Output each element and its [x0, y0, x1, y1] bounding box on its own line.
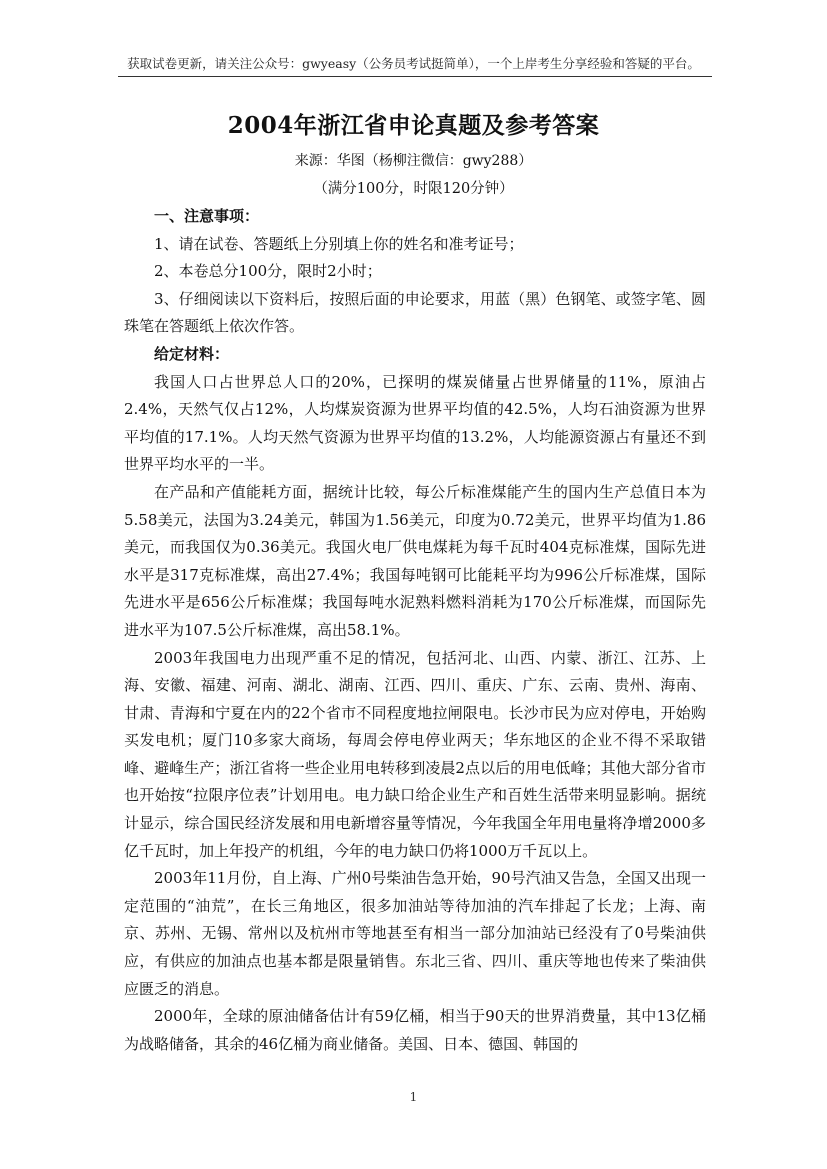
material-paragraph: 2003年11月份，自上海、广州0号柴油告急开始，90号汽油又告急，全国又出现一定范围的“油荒”，在长三角地区，很多加油站等待加油的汽车排起了长龙；上海、南京、苏州、无锡、常州以及杭州市等地甚至有相当一部分加油站已经没有了0号柴油供应，有供应的加油点也基本都是限量销售。东北三省、四川、重庆等地也传来了柴油供应匮乏的消息。 — [124, 869, 706, 998]
material-paragraph: 2000年，全球的原油储备估计有59亿桶，相当于90天的世界消费量，其中13亿桶为战略储备，其余的46亿桶为商业储备。美国、日本、德国、韩国的 — [124, 1007, 706, 1053]
material-paragraph: 在产品和产值能耗方面，据统计比较，每公斤标准煤能产生的国内生产总值日本为5.58美元，法国为3.24美元，韩国为1.56美元，印度为0.72美元，世界平均值为1.86美元，而我国仅为0.36美元。我国火电厂供电煤耗为每千瓦时404克标准煤，国际先进水平是317克标准煤，高出27.4%；我国每吨钢可比能耗平均为996公斤标准煤，国际先进水平是656公斤标准煤；我国每吨水泥熟料燃料消耗为170公斤标准煤，而国际先进水平为107.5公斤标准煤，高出58.1%。 — [124, 482, 706, 639]
document-body — [124, 203, 706, 1058]
header-note: 获取试卷更新，请关注公众号：gwyeasy（公务员考试挺简单），一个上岸考生分享经验和答疑的平台。 — [127, 56, 700, 71]
notice-item: 1、请在试卷、答题纸上分别填上你的姓名和准考证号； — [154, 234, 524, 253]
materials-heading: 给定材料： — [154, 344, 230, 363]
page-number: 1 — [409, 1090, 418, 1104]
header-divider — [118, 76, 712, 77]
material-paragraph: 我国人口占世界总人口的20%，已探明的煤炭储量占世界储量的11%，原油占2.4%，天然气仅占12%，人均煤炭资源为世界平均值的42.5%，人均石油资源为世界平均值的17.1%。人均天然气资源为世界平均值的13.2%，人均能源资源占有量还不到世界平均水平的一半。 — [124, 372, 706, 474]
notes-heading: 一、注意事项： — [154, 207, 260, 225]
page-title: 2004年浙江省申论真题及参考答案 — [227, 112, 600, 139]
source-line: 来源：华图（杨柳注微信：gwy288） — [294, 153, 533, 169]
notice-item: 2、本卷总分100分，限时2小时； — [154, 262, 382, 281]
score-time-limit: （满分100分，时限120分钟） — [313, 181, 514, 197]
notice-item: 3、仔细阅读以下资料后，按照后面的申论要求，用蓝（黑）色钢笔、或签字笔、圆珠笔在答题纸上依次作答。 — [124, 289, 706, 336]
material-paragraph: 2003年我国电力出现严重不足的情况，包括河北、山西、内蒙、浙江、江苏、上海、安徽、福建、河南、湖北、湖南、江西、四川、重庆、广东、云南、贵州、海南、甘肃、青海和宁夏在内的22个省市不同程度地拉闸限电。长沙市民为应对停电，开始购买发电机；厦门10多家大商场，每周会停电停业两天；华东地区的企业不得不采取错峰、避峰生产；浙江省将一些企业用电转移到凌晨2点以后的用电低峰；其他大部分省市也开始按“拉限序位表”计划用电。电力缺口给企业生产和百姓生活带来明显影响。据统计显示，综合国民经济发展和用电新增容量等情况，今年我国全年用电量将净增2000多亿千瓦时，加上年投产的机组，今年的电力缺口仍将1000万千瓦以上。 — [124, 648, 706, 860]
